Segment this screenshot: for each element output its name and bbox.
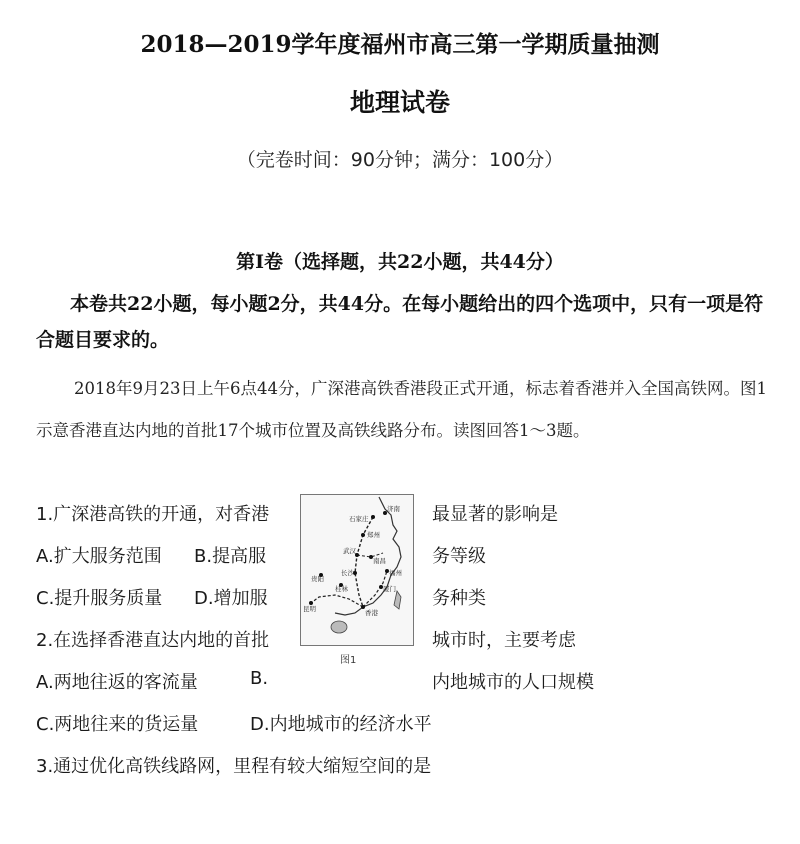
map-label: 南昌 [373, 557, 386, 565]
q2-stem-right: 城市时，主要考虑 [432, 630, 576, 651]
map-label: 昆明 [303, 605, 316, 613]
map-label: 长沙 [341, 569, 354, 577]
map-label: 厦门 [383, 585, 396, 593]
map-label: 贵阳 [311, 575, 324, 583]
exam-title: 2018—2019学年度福州市高三第一学期质量抽测 [140, 31, 660, 58]
city-dot [371, 515, 375, 519]
q2-option-d: D.内地城市的经济水平 [250, 714, 432, 735]
city-dot [361, 533, 365, 537]
rail-line-guangzhou-kunming [311, 595, 363, 607]
q2-stem-left: 2.在选择香港直达内地的首批 [36, 630, 270, 651]
map-label: 香港 [365, 609, 378, 617]
q1-option-d: D.增加服 [194, 588, 268, 609]
q3-stem: 3.通过优化高铁线路网，里程有较大缩短空间的是 [36, 756, 432, 777]
q1-option-b: B.提高服 [194, 546, 267, 567]
time-note: （完卷时间：90分钟；满分：100分） [236, 149, 564, 171]
q1-stem-right: 最显著的影响是 [432, 504, 558, 525]
map-label: 济南 [387, 505, 400, 513]
map-graphic [301, 495, 413, 645]
section-instructions: 本卷共22小题，每小题2分，共44分。在每小题给出的四个选项中，只有一项是符合题目要求的。 [36, 293, 764, 351]
question-intro: 2018年9月23日上午6点44分，广深港高铁香港段正式开通，标志着香港并入全国高铁网。图1示意香港直达内地的首批17个城市位置及高铁线路分布。读图回答1～3题。 [36, 379, 767, 440]
map-label: 郑州 [367, 531, 380, 539]
map-label: 福州 [389, 569, 402, 577]
q1-stem-left: 1.广深港高铁的开通，对香港 [36, 504, 270, 525]
map-label: 桂林 [335, 585, 348, 593]
figure-caption: 图1 [340, 655, 357, 666]
subject-title: 地理试卷 [349, 88, 450, 117]
q1-option-a: A.扩大服务范围 [36, 546, 162, 567]
q2-option-a: A.两地往返的客流量 [36, 672, 198, 693]
q2-option-b: B. [250, 668, 269, 689]
q1-option-d-cont: 务种类 [432, 588, 486, 609]
q2-option-b-cont: 内地城市的人口规模 [432, 672, 594, 693]
q2-option-c: C.两地往来的货运量 [36, 714, 199, 735]
figure-1-map [300, 494, 414, 646]
taiwan-island [394, 591, 401, 609]
section-heading: 第Ⅰ卷（选择题，共22小题，共44分） [236, 251, 564, 273]
map-label: 武汉 [343, 547, 356, 555]
q1-option-b-cont: 务等级 [432, 546, 486, 567]
map-label: 石家庄 [349, 515, 369, 523]
hainan-island [331, 621, 347, 633]
q1-option-c: C.提升服务质量 [36, 588, 163, 609]
